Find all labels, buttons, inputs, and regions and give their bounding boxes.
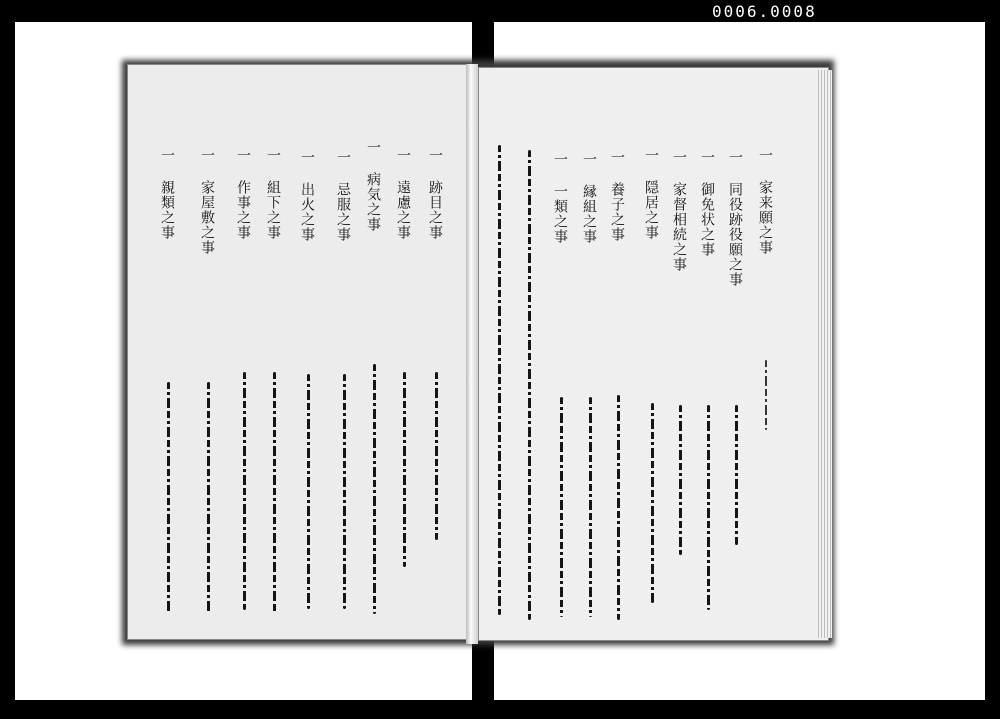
right-column-5: 一 隠居之事 (643, 148, 659, 240)
right-column-8: 一 一類之事 (552, 152, 568, 244)
left-column-7: 一 作事之事 (235, 148, 251, 240)
right-column-4: 一 家督相続之事 (671, 150, 687, 272)
frame-number: 0006.0008 (712, 2, 817, 21)
left-page (127, 64, 467, 640)
handwriting-stroke (343, 374, 346, 609)
right-column-2: 一 同役跡役願之事 (727, 150, 743, 287)
left-column-5: 一 出火之事 (299, 150, 315, 242)
left-column-3: 一 病気之事 (365, 140, 381, 232)
right-column-6: 一 養子之事 (609, 150, 625, 242)
handwriting-stroke (167, 382, 170, 612)
left-column-4: 一 忌服之事 (335, 150, 351, 242)
handwriting-stroke (679, 405, 682, 555)
handwriting-stroke (403, 372, 406, 567)
handwriting-stroke (243, 372, 246, 610)
handwriting-stroke (435, 372, 438, 540)
handwriting-stroke (273, 372, 276, 612)
book-spine (466, 64, 478, 644)
handwriting-stroke (617, 395, 620, 620)
left-column-9: 一 親類之事 (159, 148, 175, 240)
left-column-6: 一 組下之事 (265, 148, 281, 240)
handwriting-stroke (651, 403, 654, 603)
handwriting-stroke (765, 360, 767, 430)
handwriting-stroke (528, 150, 531, 620)
handwriting-stroke (589, 397, 592, 617)
left-column-2: 一 遠慮之事 (395, 148, 411, 240)
handwriting-stroke (373, 364, 376, 614)
handwriting-stroke (498, 145, 501, 615)
handwriting-stroke (560, 397, 563, 617)
handwriting-stroke (207, 382, 210, 612)
handwriting-stroke (307, 374, 310, 609)
left-column-1: 一 跡目之事 (427, 148, 443, 240)
right-column-3: 一 御免状之事 (699, 150, 715, 257)
left-column-8: 一 家屋敷之事 (199, 148, 215, 255)
handwriting-stroke (735, 405, 738, 545)
page-edges (818, 70, 832, 638)
right-column-1: 一 家来願之事 (757, 148, 773, 255)
handwriting-stroke (707, 405, 710, 610)
right-column-7: 一 縁組之事 (581, 152, 597, 244)
